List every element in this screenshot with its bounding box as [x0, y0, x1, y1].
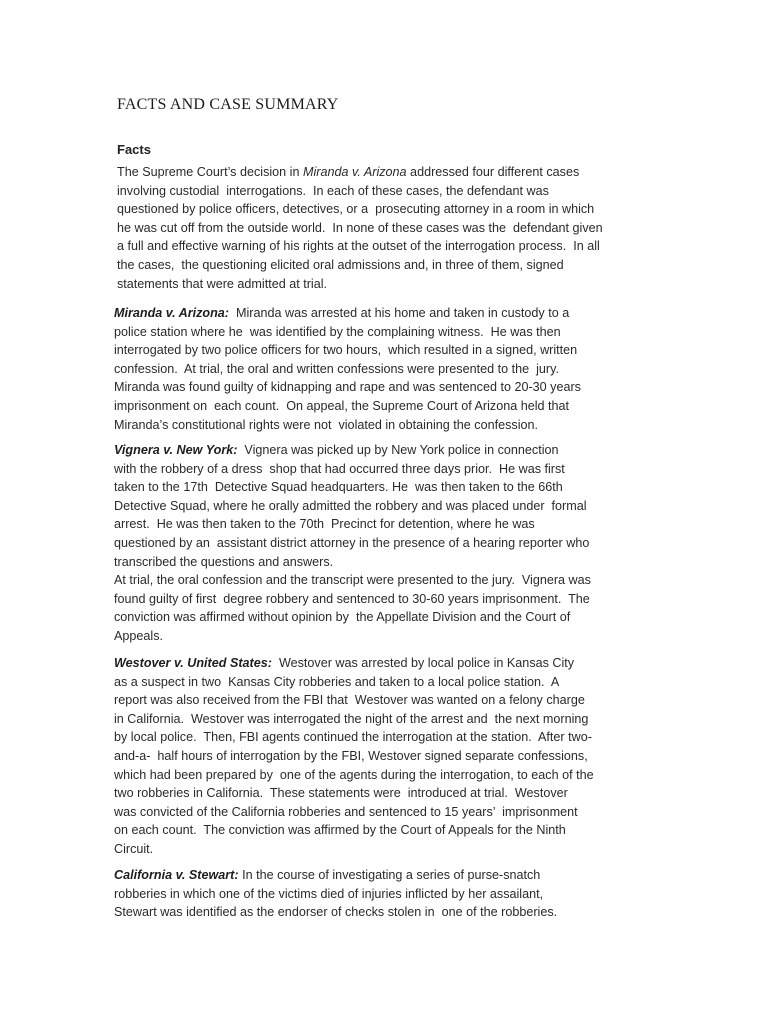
paragraph-line: and-a- half hours of interrogation by the FBI, Westover signed separate confessions, — [114, 748, 588, 763]
facts-heading: Facts — [117, 142, 151, 157]
paragraph-line: At trial, the oral confession and the transcript were presented to the jury. Vignera was — [114, 573, 591, 588]
westover-paragraph — [114, 654, 594, 859]
paragraph-line: in California. Westover was interrogated the night of the arrest and the next morning — [114, 711, 589, 726]
paragraph-line: conviction was affirmed without opinion by the Appellate Division and the Court of — [114, 610, 571, 625]
vignera-paragraph — [114, 441, 591, 646]
paragraph-line: questioned by an assistant district attorney in the presence of a hearing reporter who — [114, 535, 590, 550]
paragraph-line: the cases, the questioning elicited oral admissions and, in three of them, signed — [117, 257, 564, 272]
paragraph-line: transcribed the questions and answers. — [114, 554, 334, 569]
paragraph-line: on each count. The conviction was affirmed by the Court of Appeals for the Ninth — [114, 823, 566, 838]
paragraph-line: he was cut off from the outside world. In none of these cases was the defendant given — [117, 220, 603, 235]
paragraph-line: was convicted of the California robberies and sentenced to 15 years’ imprisonment — [114, 804, 578, 819]
paragraph-line: questioned by police officers, detectives, or a prosecuting attorney in a room in which — [117, 202, 595, 217]
paragraph-line: Miranda’s constitutional rights were not violated in obtaining the confession. — [114, 417, 539, 432]
line-text: Vignera was picked up by New York police in connection — [237, 443, 559, 457]
case-citation: Miranda v. Arizona — [302, 165, 407, 179]
line-text: Westover was arrested by local police in Kansas City — [271, 656, 575, 670]
line-text: addressed four different cases — [406, 165, 580, 179]
paragraph-line — [114, 441, 591, 460]
paragraph-line: Circuit. — [114, 841, 154, 856]
document-title: FACTS AND CASE SUMMARY — [117, 96, 339, 113]
paragraph-line: as a suspect in two Kansas City robberies and taken to a local police station. A — [114, 674, 560, 689]
case-name-miranda: Miranda v. Arizona: — [114, 306, 229, 320]
line-text: The Supreme Court’s decision in — [117, 165, 303, 179]
paragraph-line: Detective Squad, where he orally admitted the robbery and was placed under formal — [114, 498, 587, 513]
paragraph-line: report was also received from the FBI that Westover was wanted on a felony charge — [114, 693, 585, 708]
miranda-paragraph — [114, 304, 581, 434]
paragraph-line: with the robbery of a dress shop that had occurred three days prior. He was first — [114, 461, 565, 476]
intro-paragraph — [117, 163, 603, 293]
case-name-stewart: California v. Stewart: — [114, 868, 239, 882]
paragraph-line: a full and effective warning of his rights at the outset of the interrogation process. In all — [117, 239, 600, 254]
paragraph-line — [114, 866, 557, 885]
paragraph-line: which had been prepared by one of the agents during the interrogation, to each of the — [114, 767, 594, 782]
line-text: Miranda was arrested at his home and taken in custody to a — [229, 306, 570, 320]
stewart-paragraph — [114, 866, 557, 922]
line-text: In the course of investigating a series of purse-snatch — [238, 868, 541, 882]
case-name-vignera: Vignera v. New York: — [114, 443, 238, 457]
paragraph-line: Miranda was found guilty of kidnapping and rape and was sentenced to 20-30 years — [114, 380, 581, 395]
paragraph-line — [117, 163, 603, 182]
paragraph-line: Stewart was identified as the endorser of checks stolen in one of the robberies. — [114, 905, 558, 920]
paragraph-line: robberies in which one of the victims died of injuries inflicted by her assailant, — [114, 886, 544, 901]
paragraph-line: police station where he was identified by the complaining witness. He was then — [114, 324, 561, 339]
case-name-westover: Westover v. United States: — [114, 656, 272, 670]
paragraph-line: arrest. He was then taken to the 70th Precinct for detention, where he was — [114, 517, 535, 532]
paragraph-line: by local police. Then, FBI agents continued the interrogation at the station. After two- — [114, 730, 592, 745]
paragraph-line — [114, 654, 594, 673]
paragraph-line: imprisonment on each count. On appeal, the Supreme Court of Arizona held that — [114, 398, 570, 413]
paragraph-line: involving custodial interrogations. In each of these cases, the defendant was — [117, 183, 549, 198]
paragraph-line: taken to the 17th Detective Squad headquarters. He was then taken to the 66th — [114, 480, 563, 495]
paragraph-line: statements that were admitted at trial. — [117, 276, 327, 291]
paragraph-line: Appeals. — [114, 628, 164, 643]
paragraph-line: confession. At trial, the oral and written confessions were presented to the jury. — [114, 361, 559, 376]
paragraph-line: interrogated by two police officers for two hours, which resulted in a signed, written — [114, 343, 578, 358]
paragraph-line: two robberies in California. These statements were introduced at trial. Westover — [114, 786, 568, 801]
paragraph-line — [114, 304, 581, 323]
paragraph-line: found guilty of first degree robbery and sentenced to 30-60 years imprisonment. The — [114, 591, 590, 606]
